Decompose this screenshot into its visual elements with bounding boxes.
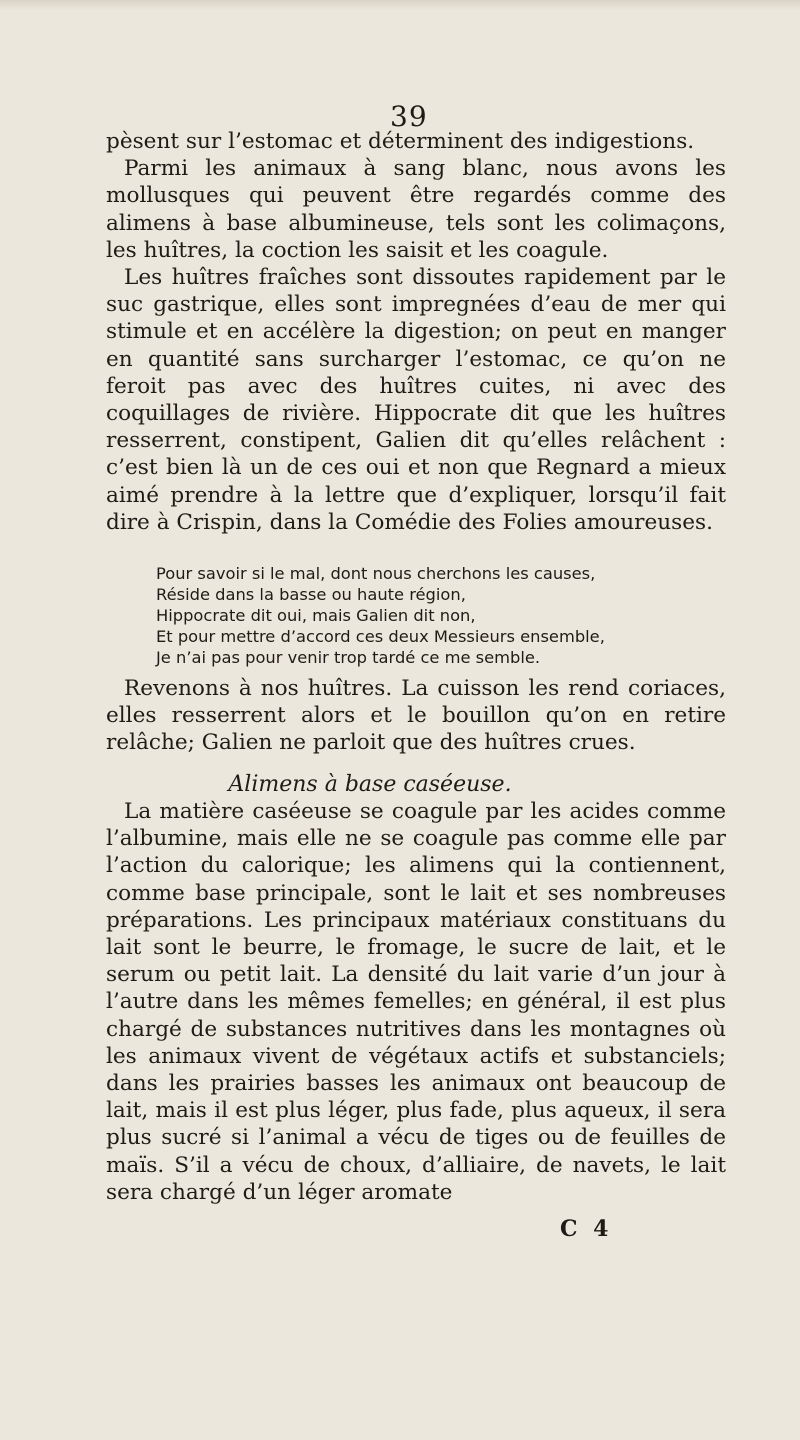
- body-text-middle: [106, 675, 726, 757]
- page-number: 39: [390, 100, 428, 133]
- body-text-top: [106, 128, 726, 536]
- paragraph-huitres-fraiches: Les huîtres fraîches sont dissoutes rapidement par le suc gastrique, elles sont impregnées d’eau de mer qui stimule et en accélère la digestion; on peut en manger en quantité sans surcharger l’estomac, ce qu’on ne feroit pas avec des huîtres cuites, ni avec des coquillages de rivière. Hippocrate dit que les huîtres resserrent, constipent, Galien dit qu’elles relâchent : c’est bien là un de ces oui et non que Regnard a mieux aimé prendre à la lettre que d’expliquer, lorsqu’il fait dire à Crispin, dans la Comédie des Folies amoureuses.: [106, 265, 726, 535]
- verse-line: Réside dans la basse ou haute région,: [156, 585, 466, 604]
- paragraph-matiere-caseeuse: La matière caséeuse se coagule par les acides comme l’albumine, mais elle ne se coagule pas comme elle par l’action du calorique; les alimens qui la contiennent, comme base principale, sont le lait et ses nombreuses préparations. Les principaux matériaux constituans du lait sont le beurre, le fromage, le sucre de lait, et le serum ou petit lait. La densité du lait varie d’un jour à l’autre dans les mêmes femelles; en général, il est plus chargé de substances nutritives dans les montagnes où les animaux vivent de végétaux actifs et substanciels; dans les prairies basses les animaux ont beaucoup de lait, mais il est plus léger, plus fade, plus aqueux, il sera plus sucré si l’animal a vécu de tiges ou de feuilles de maïs. S’il a vécu de choux, d’alliaire, de navets, le lait sera chargé d’un léger aromate: [106, 799, 726, 1205]
- paragraph-continuation: pèsent sur l’estomac et déterminent des indigestions.: [106, 129, 695, 154]
- printer-signature-mark: C 4: [560, 1216, 613, 1242]
- verse-line: Pour savoir si le mal, dont nous cherchons les causes,: [156, 564, 596, 583]
- paragraph-mollusques: Parmi les animaux à sang blanc, nous avons les mollusques qui peuvent être regardés comme des alimens à base albumineuse, tels sont les colimaçons, les huîtres, la coction les saisit et les coagule.: [106, 156, 726, 263]
- body-text-bottom: [106, 798, 726, 1206]
- page-top-edge: [0, 0, 800, 10]
- verse-line: Et pour mettre d’accord ces deux Messieurs ensemble,: [156, 627, 605, 646]
- section-heading: Alimens à base caséeuse.: [228, 772, 512, 797]
- verse-quotation: [156, 563, 716, 668]
- verse-line: Hippocrate dit oui, mais Galien dit non,: [156, 606, 476, 625]
- verse-line: Je n’ai pas pour venir trop tardé ce me semble.: [156, 648, 541, 667]
- paragraph-revenons: Revenons à nos huîtres. La cuisson les rend coriaces, elles resserrent alors et le bouillon qu’on en retire relâche; Galien ne parloit que des huîtres crues.: [106, 676, 726, 756]
